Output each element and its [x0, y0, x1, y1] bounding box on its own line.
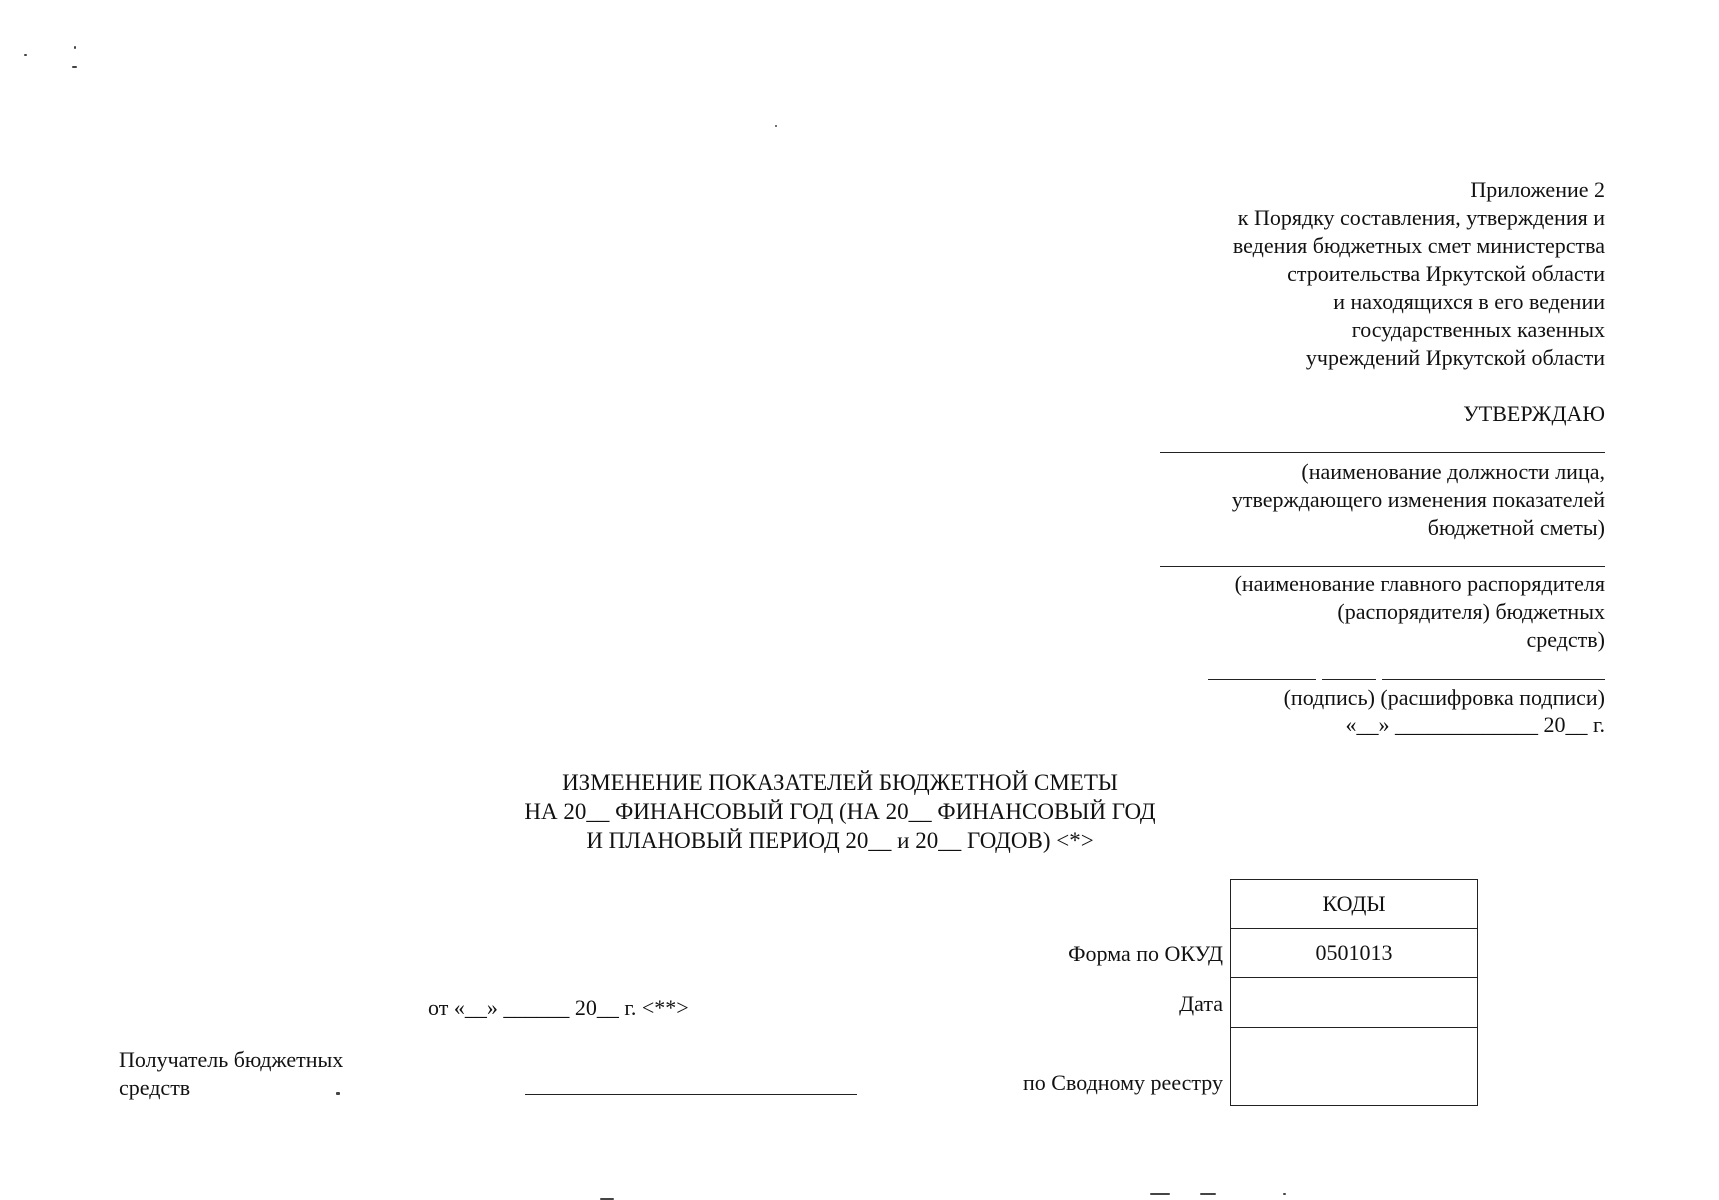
- signature-decoding-fill-line: [1382, 679, 1605, 680]
- scan-speck: [1283, 1193, 1286, 1195]
- scan-speck: [1200, 1193, 1216, 1195]
- scan-speck: [24, 54, 27, 56]
- manager-caption: [1235, 570, 1605, 654]
- manager-caption-line: (распорядителя) бюджетных: [1337, 599, 1605, 624]
- recipient-label: [119, 1046, 343, 1102]
- approval-date: «__» _____________ 20__ г.: [1345, 712, 1605, 737]
- approve-heading: УТВЕРЖДАЮ: [1463, 401, 1605, 426]
- okud-label: Форма по ОКУД: [1068, 941, 1223, 966]
- appendix-line: к Порядку составления, утверждения и: [1237, 205, 1605, 230]
- scan-speck: [72, 66, 77, 68]
- scan-speck: [1150, 1193, 1170, 1195]
- recipient-line: Получатель бюджетных: [119, 1047, 344, 1072]
- recipient-line: средств: [119, 1075, 191, 1100]
- signature-fill-line: [1208, 679, 1316, 680]
- appendix-line: государственных казенных: [1351, 317, 1605, 342]
- title-line: И ПЛАНОВЫЙ ПЕРИОД 20__ и 20__ ГОДОВ) <*>: [586, 828, 1094, 853]
- appendix-line: строительства Иркутской области: [1287, 261, 1605, 286]
- position-caption: [1232, 458, 1605, 542]
- title-line: ИЗМЕНЕНИЕ ПОКАЗАТЕЛЕЙ БЮДЖЕТНОЙ СМЕТЫ: [562, 770, 1118, 795]
- document-title: [460, 768, 1220, 855]
- okud-code: 0501013: [1231, 929, 1478, 978]
- title-line: НА 20__ ФИНАНСОВЫЙ ГОД (НА 20__ ФИНАНСОВЫЙ ГОД: [524, 799, 1156, 824]
- date-code: [1231, 978, 1478, 1028]
- registry-label: по Сводному реестру: [1023, 1070, 1223, 1095]
- appendix-line: Приложение 2: [1470, 177, 1605, 202]
- codes-table: [1230, 879, 1478, 1106]
- position-caption-line: утверждающего изменения показателей: [1231, 487, 1605, 512]
- position-caption-line: бюджетной сметы): [1427, 515, 1605, 540]
- scan-speck: [74, 46, 76, 49]
- manager-caption-line: средств): [1526, 627, 1605, 652]
- date-label: Дата: [1179, 991, 1223, 1016]
- scan-speck: [775, 125, 777, 127]
- appendix-line: ведения бюджетных смет министерства: [1232, 233, 1605, 258]
- appendix-reference: [1233, 176, 1605, 372]
- codes-header: КОДЫ: [1231, 880, 1478, 929]
- signature-caption: (подпись) (расшифровка подписи): [1283, 685, 1605, 710]
- appendix-line: учреждений Иркутской области: [1305, 345, 1605, 370]
- manager-caption-line: (наименование главного распорядителя: [1234, 571, 1605, 596]
- position-fill-line: [1160, 452, 1605, 453]
- appendix-line: и находящихся в его ведении: [1333, 289, 1605, 314]
- manager-fill-line: [1160, 566, 1605, 567]
- signature-fill-line: [1322, 679, 1376, 680]
- position-caption-line: (наименование должности лица,: [1301, 459, 1605, 484]
- document-date: от «__» ______ 20__ г. <**>: [428, 995, 689, 1020]
- registry-code: [1231, 1028, 1478, 1106]
- recipient-fill-line: [525, 1094, 857, 1095]
